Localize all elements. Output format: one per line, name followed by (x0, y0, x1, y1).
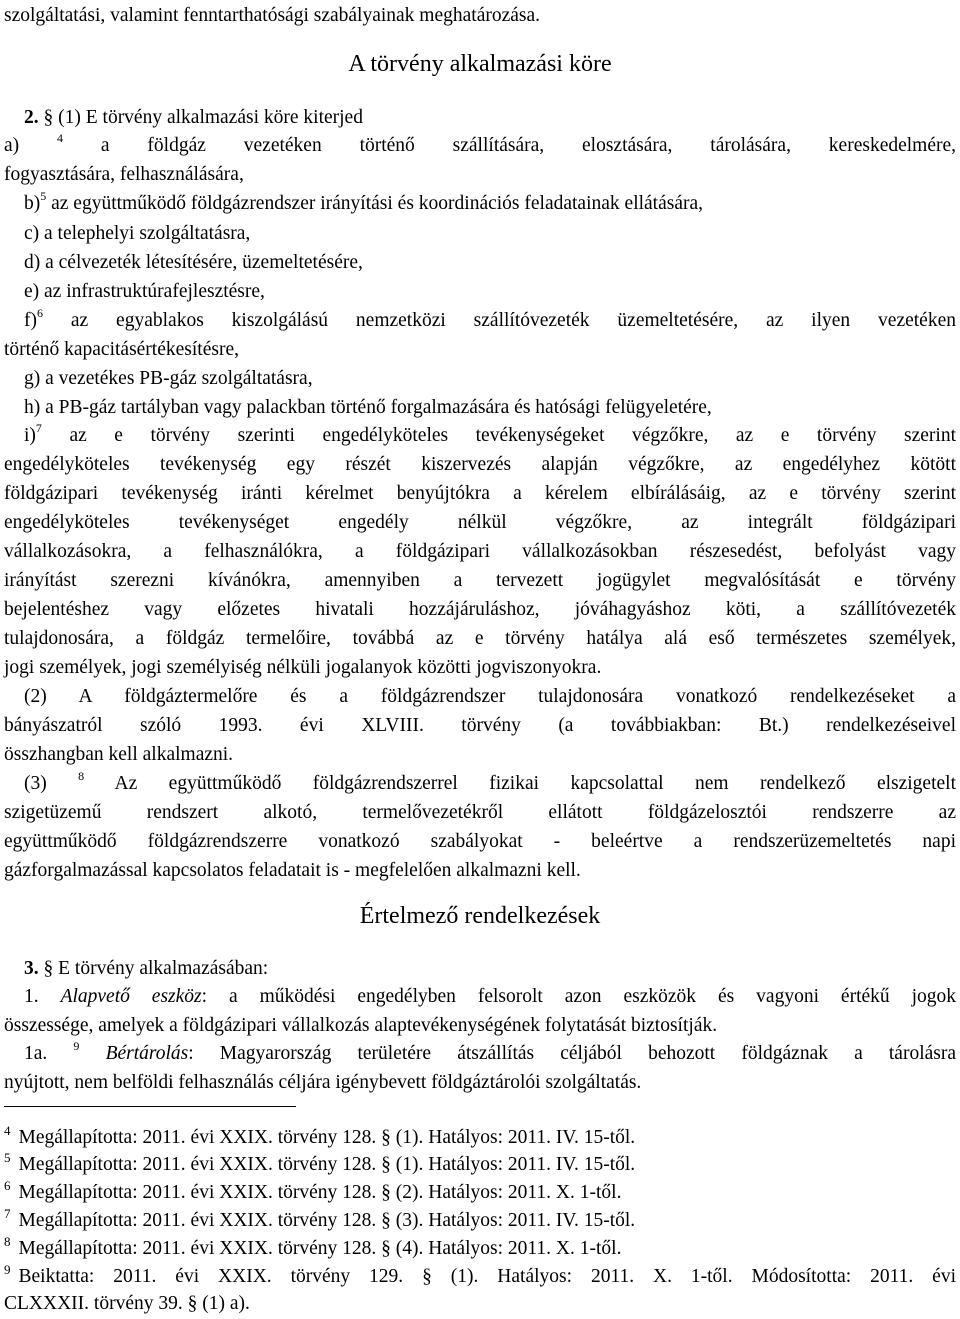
point-i-line-8: tulajdonosára, a földgáz termelőire, továbbá az e törvény hatálya alá eső természetes személyek, (4, 628, 956, 649)
point-a-line-1 (4, 134, 956, 158)
point-i-line-2: engedélyköteles tevékenység egy részét kiszervezés alapján végzőkre, az engedélyhez kötött (4, 454, 956, 475)
point-text: az e törvény szerinti engedélyköteles tevékenységeket végzőkre, az e törvény szerint (41, 425, 956, 446)
point-h: h) a PB-gáz tartályban vagy palackban történő forgalmazására és hatósági felügyeletére, (24, 397, 712, 418)
definition-term: Alapvető eszköz (60, 986, 202, 1007)
footnote-ref: 5 (40, 189, 47, 203)
section-number: 3. (24, 958, 39, 979)
definition-text: : a működési engedélyben felsorolt azon eszközök és vagyoni értékű jogok (201, 986, 956, 1007)
paragraph-3-line-3: együttműködő földgázrendszerre vonatkozó szabályokat - beleértve a rendszerüzemeltetés napi (4, 831, 956, 852)
section-heading-definitions: Értelmező rendelkezések (359, 903, 601, 929)
footnote-text: Megállapította: 2011. évi XXIX. törvény 128. § (2). Hatályos: 2011. X. 1-től. (18, 1182, 622, 1203)
definition-1-line-2: összessége, amelyek a földgázipari vállalkozás alaptevékenységének folytatását biztosítják. (4, 1015, 718, 1036)
point-label: f) (24, 310, 37, 331)
point-e: e) az infrastruktúrafejlesztésre, (24, 281, 265, 302)
point-i-line-7: bejelentéshez vagy előzetes hivatali hozzájáruláshoz, jóváhagyáshoz köti, a szállítóvezeték (4, 599, 956, 620)
footnote-ref: 7 (35, 424, 42, 435)
text-line: szolgáltatási, valamint fenntarthatósági szabályainak meghatározása. (4, 5, 541, 26)
point-f-line-2: történő kapacitásértékesítésre, (4, 339, 239, 360)
point-label: b) (24, 193, 41, 214)
paragraph-2-line-1: (2) A földgáztermelőre és a földgázrendszer tulajdonosára vonatkozó rendelkezéseket a (24, 686, 956, 707)
point-label: a) (4, 135, 20, 156)
footnote-text: Megállapította: 2011. évi XXIX. törvény 128. § (3). Hatályos: 2011. IV. 15-től. (18, 1210, 636, 1231)
point-f-line-1 (24, 309, 956, 333)
paragraph-3-line-4: gázforgalmazással kapcsolatos feladatait is - megfelelően alkalmazni kell. (4, 860, 581, 881)
footnote-text: Beiktatta: 2011. évi XXIX. törvény 129. § (1). Hatályos: 2011. X. 1-től. Módosította: 2011. évi (18, 1266, 956, 1287)
footnote-number: 6 (4, 1178, 11, 1193)
definition-number: 1. (24, 986, 61, 1007)
definition-1a-line-2: nyújtott, nem belföldi felhasználás céljára igénybevett földgáztárolói szolgáltatás. (4, 1072, 642, 1093)
point-i-line-6: irányítást szerezni kívánókra, amennyiben a tervezett jogügylet megvalósítását e törvény (4, 570, 956, 591)
footnote-text: Megállapította: 2011. évi XXIX. törvény 128. § (1). Hatályos: 2011. IV. 15-től. (18, 1127, 636, 1148)
footnote-number: 5 (4, 1150, 11, 1165)
point-i-line-3: földgázipari tevékenység iránti kérelmet benyújtókra a kérelem elbírálásáig, az e törvény szerint (4, 483, 956, 504)
footnote (4, 1123, 956, 1150)
point-text: az egyablakos kiszolgálású nemzetközi szállítóvezeték üzemeltetésére, az ilyen vezetéken (43, 310, 956, 331)
point-i-line-9: jogi személyek, jogi személyiség nélküli jogalanyok közötti jogviszonyokra. (4, 657, 602, 678)
footnote-ref: 9 (73, 1042, 80, 1053)
footnote-ref: 4 (57, 134, 64, 145)
footnote-text: Megállapította: 2011. évi XXIX. törvény 128. § (1). Hatályos: 2011. IV. 15-től. (18, 1154, 636, 1175)
section-heading-scope: A törvény alkalmazási köre (348, 51, 612, 77)
footnote (4, 1150, 956, 1177)
definition-1-line-1 (24, 985, 956, 1009)
section-3-intro (24, 957, 960, 981)
point-g: g) a vezetékes PB-gáz szolgáltatásra, (24, 368, 313, 389)
footnote-continuation: CLXXXII. törvény 39. § (1) a). (4, 1293, 250, 1314)
footnote-text: Megállapította: 2011. évi XXIX. törvény 128. § (4). Hatályos: 2011. X. 1-től. (18, 1238, 622, 1259)
footnote-ref: 6 (37, 309, 43, 320)
definition-text: : Magyarország területére átszállítás céljából behozott földgáznak a tárolásra (188, 1043, 956, 1064)
paragraph-text: Az együttműködő földgázrendszerrel fizikai kapcsolattal nem rendelkező elszigetelt (84, 773, 956, 794)
definition-1a-line-1 (24, 1042, 956, 1066)
section-number: 2. (24, 107, 39, 128)
footnote-number: 4 (4, 1123, 11, 1138)
footnote (4, 1265, 956, 1289)
footnote (4, 1206, 956, 1233)
footnote-number: 7 (4, 1206, 11, 1221)
point-i-line-1 (24, 424, 956, 448)
point-c: c) a telephelyi szolgáltatásra, (24, 223, 251, 244)
footnote-number: 8 (4, 1234, 11, 1249)
paragraph-label: (3) (24, 773, 47, 794)
point-b (24, 189, 960, 216)
point-i-line-5: vállalkozásokra, a felhasználókra, a földgázipari vállalkozásokban részesedést, befolyást vagy (4, 541, 956, 562)
section-sign: § (43, 958, 54, 979)
footnote-separator (4, 1106, 296, 1107)
footnote (4, 1178, 956, 1205)
paragraph-3-line-2: szigetüzemű rendszert alkotó, termelővezetékről ellátott földgázelosztói rendszerre az (4, 802, 956, 823)
paragraph-text: E törvény alkalmazásában: (53, 958, 269, 979)
footnote-ref: 8 (78, 772, 85, 783)
footnote-number: 9 (4, 1265, 11, 1277)
point-a-line-2: fogyasztására, felhasználására, (4, 164, 244, 185)
section-sign: § (43, 107, 54, 128)
definition-number: 1a. (24, 1043, 48, 1064)
footnote (4, 1234, 956, 1261)
point-text: az együttműködő földgázrendszer irányítási és koordinációs feladatainak ellátására, (46, 193, 704, 214)
definition-term: Bértárolás (105, 1043, 189, 1064)
paragraph-3-line-1 (24, 772, 956, 796)
point-text: a földgáz vezetéken történő szállítására, elosztására, tárolására, kereskedelmére, (100, 135, 956, 156)
point-label: i) (24, 425, 36, 446)
paragraph-2-line-2: bányászatról szóló 1993. évi XLVIII. törvény (a továbbiakban: Bt.) rendelkezéseivel (4, 715, 956, 736)
paragraph-2-line-3: összhangban kell alkalmazni. (4, 744, 234, 765)
paragraph-text: (1) E törvény alkalmazási köre kiterjed (58, 107, 363, 128)
point-i-line-4: engedélyköteles tevékenységet engedély nélkül végzőkre, az integrált földgázipari (4, 512, 956, 533)
section-2-intro (24, 106, 960, 130)
point-d: d) a célvezeték létesítésére, üzemeltetésére, (24, 252, 363, 273)
